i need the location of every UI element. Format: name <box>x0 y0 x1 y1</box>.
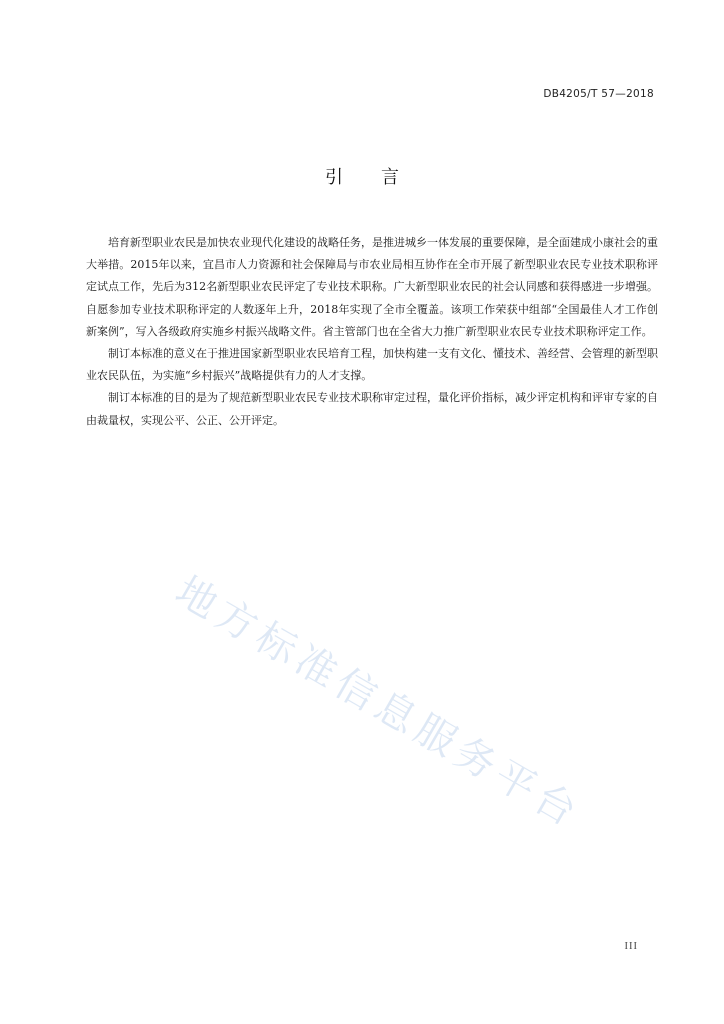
title-char-1: 引 <box>325 167 343 188</box>
page-number: III <box>624 941 638 952</box>
introduction-body <box>86 232 658 432</box>
paragraph-3: 制订本标准的目的是为了规范新型职业农民专业技术职称审定过程，量化评价指标，减少评定机构和评审专家的自由裁量权，实现公平、公正、公开评定。 <box>86 391 658 427</box>
paragraph-2: 制订本标准的意义在于推进国家新型职业农民培育工程，加快构建一支有文化、懂技术、善经营、会管理的新型职业农民队伍，为实施“乡村振兴”战略提供有力的人才支撑。 <box>86 347 658 383</box>
title-char-2: 言 <box>381 167 399 188</box>
watermark: 地方标准信息服务平台 <box>167 568 589 838</box>
paragraph-1: 培育新型职业农民是加快农业现代化建设的战略任务，是推进城乡一体发展的重要保障，是全面建成小康社会的重大举措。2015年以来，宜昌市人力资源和社会保障局与市农业局相互协作在全市开展了新型职业农民专业技术职称评定试点工作，先后为312名新型职业农民评定了专业技术职称。广大新型职业农民的社会认同感和获得感进一步增强。自愿参加专业技术职称评定的人数逐年上升，2018年实现了全市全覆盖。该项工作荣获中组部“全国最佳人才工作创新案例”，写入各级政府实施乡村振兴战略文件。省主管部门也在全省大力推广新型职业农民专业技术职称评定工作。 <box>86 236 658 338</box>
page-title <box>0 163 724 189</box>
standard-code: DB4205/T 57—2018 <box>543 88 654 100</box>
